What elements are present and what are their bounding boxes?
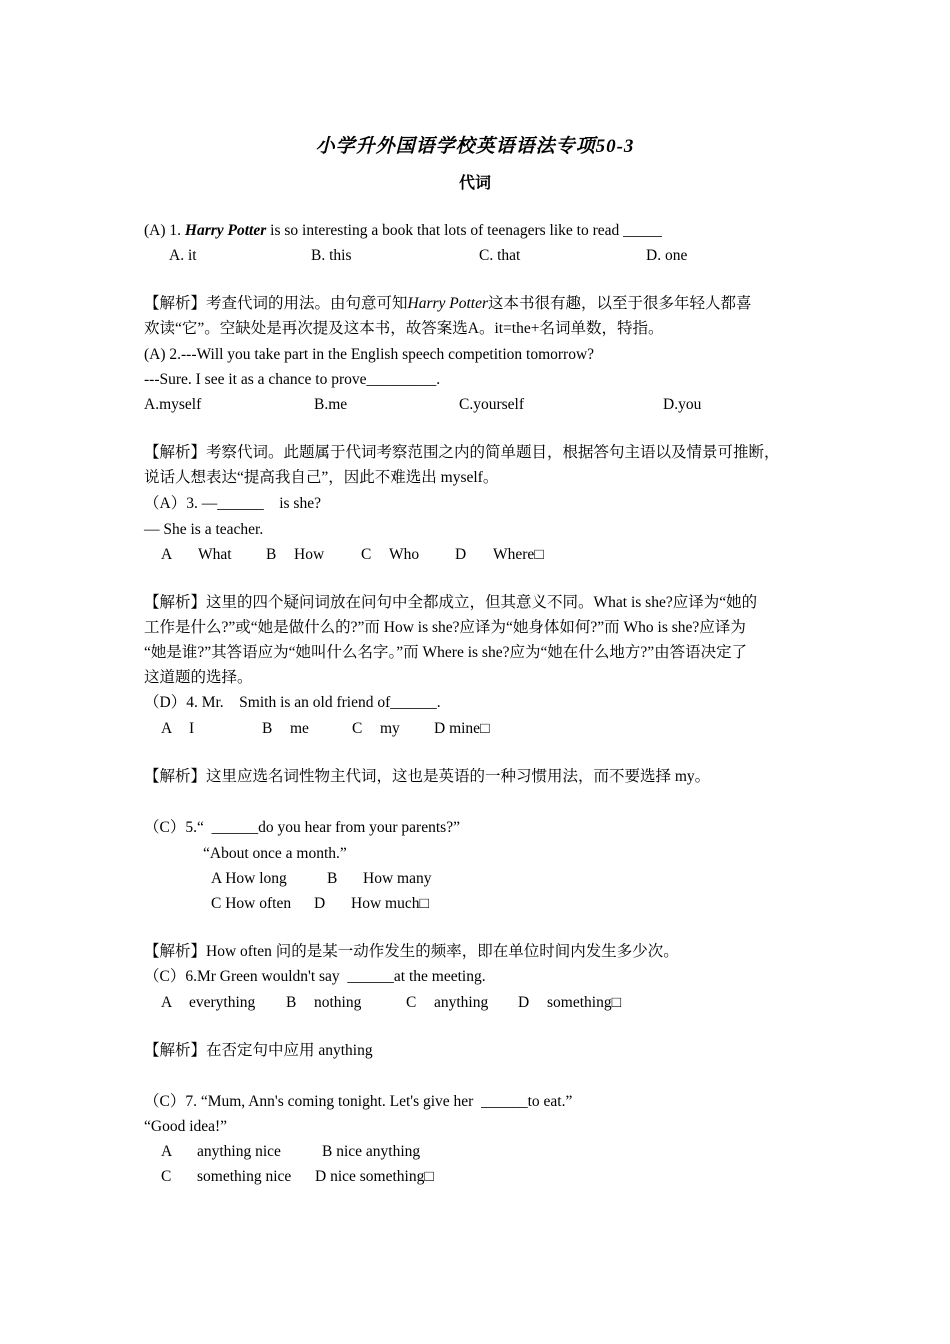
q3-option-a: What (198, 546, 232, 563)
q2-analysis-line-2: 说话人想表达“提高我自己”，因此不难选出 myself。 (144, 469, 499, 486)
q6-option-c: anything (434, 994, 489, 1011)
q3-option-d-letter: D (455, 546, 467, 563)
q5-option-b-letter: B (327, 870, 338, 887)
missing-glyph-icon: □ (419, 895, 429, 912)
q7-option-b: B nice anything (322, 1143, 421, 1160)
q2-analysis-line-1: 【解析】考察代词。此题属于代词考察范围之内的简单题目，根据答句主语以及情景可推断， (144, 444, 780, 461)
q5-option-b: How many (363, 870, 432, 887)
q1-option-c: C. that (479, 247, 521, 264)
question-3-answer: — She is a teacher. (144, 521, 264, 538)
book-title: Harry Potter (184, 222, 267, 239)
q1-option-b: B. this (311, 247, 352, 264)
page-subtitle: 代词 (458, 175, 491, 192)
q1-option-a: A. it (169, 247, 197, 264)
q6-option-c-letter: C (406, 994, 417, 1011)
q3-analysis-line-4: 这道题的选择。 (144, 669, 253, 686)
q6-analysis: 【解析】在否定句中应用 anything (144, 1042, 373, 1059)
q3-analysis-line-1: 【解析】这里的四个疑问词放在问句中全都成立，但其意义不同。What is she?应译为“她的 (144, 594, 758, 611)
question-3: （A）3. —______ is she? (144, 495, 321, 512)
missing-glyph-icon: □ (611, 994, 621, 1011)
q3-analysis-line-3: “她是谁?”其答语应为“她叫什么名字。”而 Where is she?应为“她在什么地方?”由答语决定了 (144, 644, 748, 661)
q6-option-d: something□ (547, 994, 621, 1011)
q5-option-a: A How long (211, 870, 287, 887)
q4-option-a: I (189, 720, 195, 737)
question-1: (A) 1. Harry Potter is so interesting a book that lots of teenagers like to read _____ (144, 222, 662, 239)
q5-option-d-letter: D (314, 895, 326, 912)
q5-analysis: 【解析】How often 问的是某一动作发生的频率，即在单位时间内发生多少次。 (144, 943, 679, 960)
question-6: （C）6.Mr Green wouldn't say ______at the meeting. (144, 968, 486, 985)
q4-option-c: my (380, 720, 400, 737)
q6-option-b: nothing (314, 994, 362, 1011)
q6-option-a: everything (189, 994, 256, 1011)
q7-option-c: something nice (197, 1168, 292, 1185)
q6-option-b-letter: B (286, 994, 297, 1011)
q6-option-a-letter: A (161, 994, 173, 1011)
q3-option-c-letter: C (361, 546, 372, 563)
q3-option-c: Who (389, 546, 420, 563)
question-2: (A) 2.---Will you take part in the English speech competition tomorrow? (144, 346, 595, 363)
q5-option-d: How much□ (351, 895, 429, 912)
q3-option-d: Where□ (493, 546, 544, 563)
question-7-answer: “Good idea!” (144, 1118, 228, 1135)
q7-option-d: D nice something□ (315, 1168, 434, 1185)
q3-option-b-letter: B (266, 546, 277, 563)
q2-option-b: B.me (314, 396, 348, 413)
q2-option-d: D.you (663, 396, 702, 413)
q5-option-c: C How often (211, 895, 292, 912)
q7-option-a: anything nice (197, 1143, 281, 1160)
question-5: （C）5.“ ______do you hear from your parents?” (144, 819, 460, 836)
q7-option-a-letter: A (161, 1143, 173, 1160)
q4-option-a-letter: A (161, 720, 173, 737)
question-7: （C）7. “Mum, Ann's coming tonight. Let's give her ______to eat.” (144, 1093, 573, 1110)
missing-glyph-icon: □ (480, 720, 490, 737)
q7-option-c-letter: C (161, 1168, 172, 1185)
q4-option-b-letter: B (262, 720, 273, 737)
q3-analysis-line-2: 工作是什么?”或“她是做什么的?”而 How is she?应译为“她身体如何?”而 Who is she?应译为 (144, 619, 746, 636)
question-4: （D）4. Mr. Smith is an old friend of______. (144, 694, 441, 711)
question-5-answer: “About once a month.” (203, 845, 347, 862)
q1-analysis-line-1: 【解析】考查代词的用法。由句意可知Harry Potter这本书很有趣，以至于很多年轻人都喜 (144, 295, 752, 312)
page-title: 小学升外国语学校英语语法专项50-3 (315, 136, 635, 157)
missing-glyph-icon: □ (534, 546, 544, 563)
q3-option-b: How (294, 546, 325, 563)
q1-analysis-line-2: 欢读“它”。空缺处是再次提及这本书，故答案选A。it=the+名词单数，特指。 (144, 320, 664, 337)
q6-option-d-letter: D (518, 994, 530, 1011)
q4-analysis: 【解析】这里应选名词性物主代词，这也是英语的一种习惯用法，而不要选择 my。 (144, 768, 711, 785)
question-2-answer: ---Sure. I see it as a chance to prove_________. (144, 371, 441, 388)
q4-option-b: me (290, 720, 309, 737)
q1-option-d: D. one (646, 247, 688, 264)
missing-glyph-icon: □ (424, 1168, 434, 1185)
q4-option-d: D mine□ (434, 720, 490, 737)
q2-option-a: A.myself (144, 396, 202, 413)
q4-option-c-letter: C (352, 720, 363, 737)
q3-option-a-letter: A (161, 546, 173, 563)
q2-option-c: C.yourself (459, 396, 525, 413)
